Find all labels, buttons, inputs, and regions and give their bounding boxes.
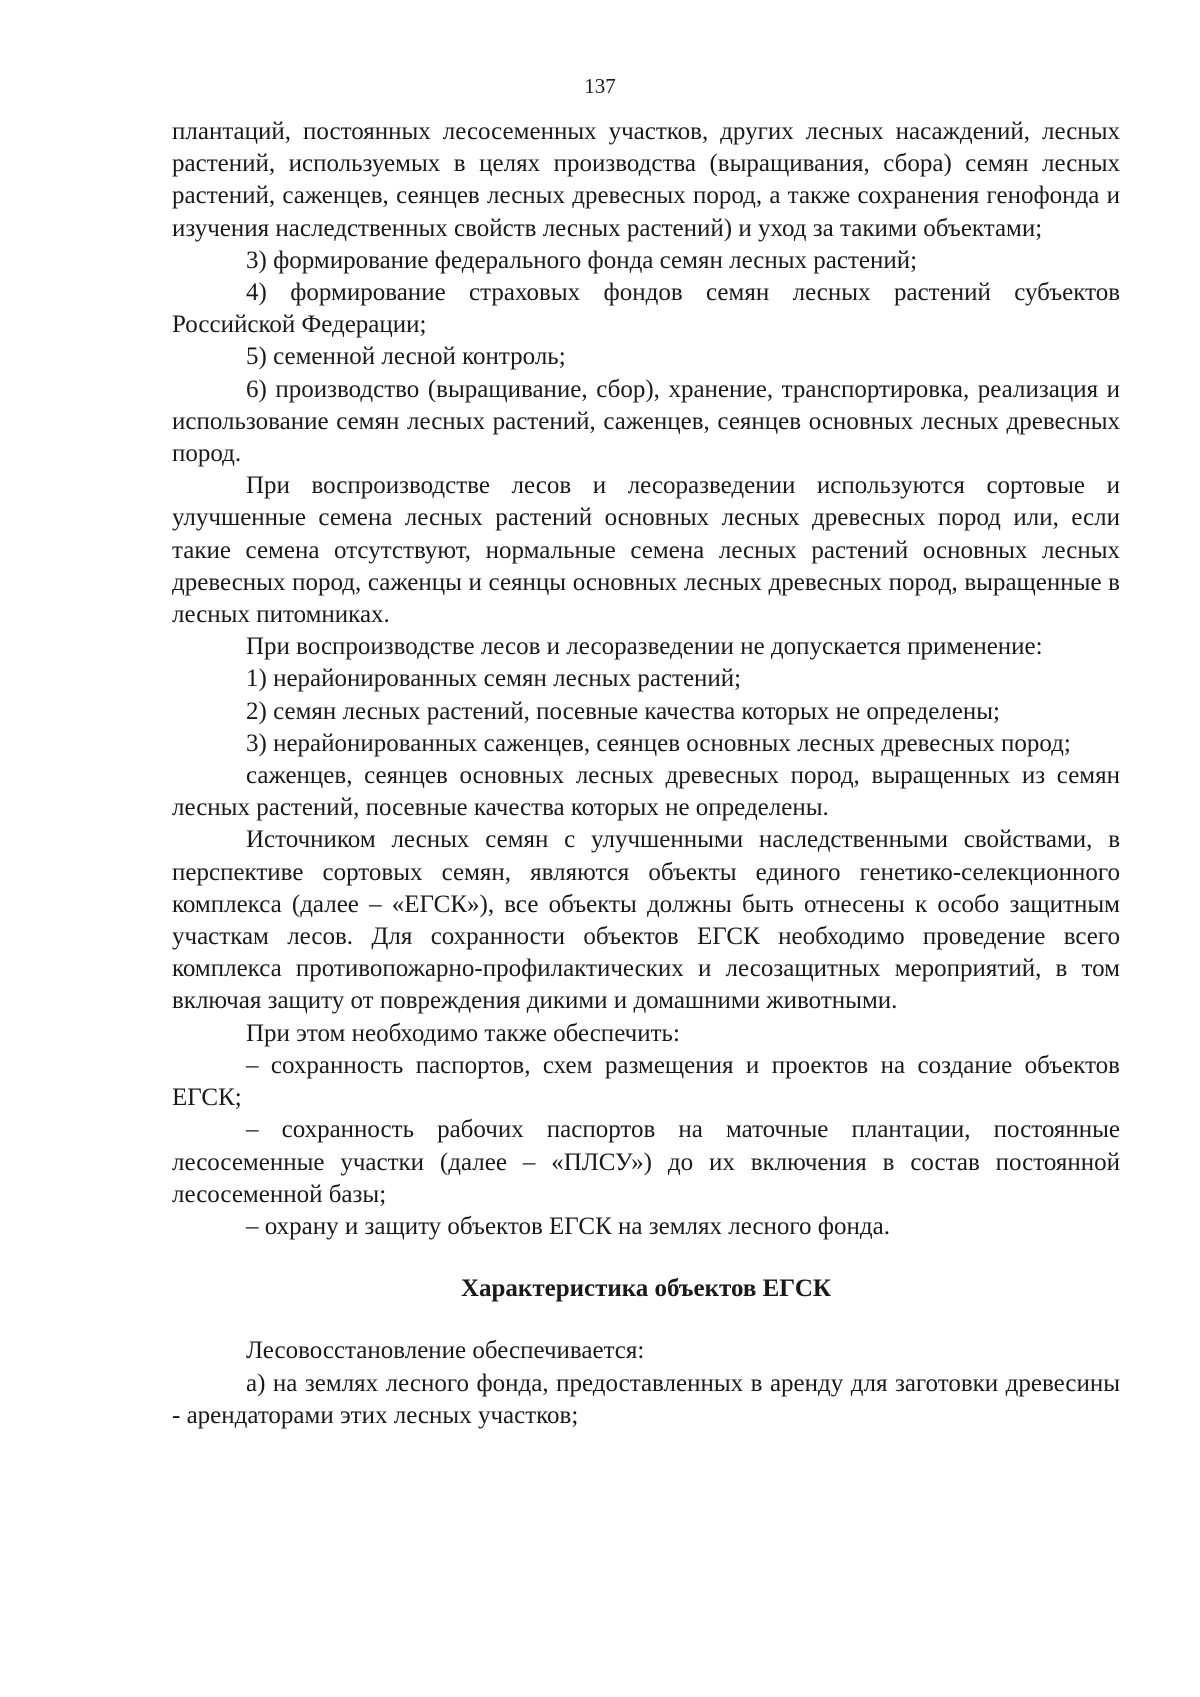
section-heading: Характеристика объектов ЕГСК [460,1275,832,1303]
paragraph: Источником лесных семян с улучшенными наследственными свойствами, в перспективе сортовых семян, являются объекты единого генетико-селекционного комплекса (далее – «ЕГСК»), все объекты должны быть отнесены к особо защитным участкам лесов. Для сохранности объектов ЕГСК необходимо проведение всего комплекса противопожарно-профилактических и лесозащитных мероприятий, в том включая защиту от повреждения дикими и домашними животными. [172,826,1120,1015]
document-body [172,116,1120,1432]
list-item: 3) нерайонированных саженцев, сеянцев основных лесных древесных пород; [246,729,1071,757]
list-item: 1) нерайонированных семян лесных растений; [246,665,742,693]
list-item: – охрану и защиту объектов ЕГСК на землях лесного фонда. [246,1212,890,1240]
paragraph: плантаций, постоянных лесосеменных участков, других лесных насаждений, лесных растений, используемых в целях производства (выращивания, сбора) семян лесных растений, саженцев, сеянцев лесных древесных пород, а также сохранения генофонда и изучения наследственных свойств лесных растений) и уход за такими объектами; [172,118,1120,242]
list-item: 4) формирование страховых фондов семян лесных растений субъектов Российской Федерации; [172,279,1120,339]
paragraph: При воспроизводстве лесов и лесоразведении не допускается применение: [246,633,1043,661]
list-item: а) на землях лесного фонда, предоставленных в аренду для заготовки древесины - арендаторами этих лесных участков; [172,1369,1120,1429]
page-number: 137 [584,74,616,98]
list-item: 2) семян лесных растений, посевные качества которых не определены; [246,697,1000,725]
paragraph: При воспроизводстве лесов и лесоразведении используются сортовые и улучшенные семена лесных растений основных лесных древесных пород или, если такие семена отсутствуют, нормальные семена лесных растений основных лесных древесных пород, саженцы и сеянцы основных лесных древесных пород, выращенные в лесных питомниках. [172,472,1120,629]
paragraph: саженцев, сеянцев основных лесных древесных пород, выращенных из семян лесных растений, посевные качества которых не определены. [172,762,1120,822]
paragraph: Лесовосстановление обеспечивается: [246,1337,645,1365]
list-item: 3) формирование федерального фонда семян лесных растений; [246,246,918,274]
list-item: – сохранность рабочих паспортов на маточные плантации, постоянные лесосеменные участки (далее – «ПЛСУ») до их включения в состав постоянной лесосеменной базы; [172,1116,1120,1208]
paragraph: При этом необходимо также обеспечить: [246,1019,680,1047]
list-item: 6) производство (выращивание, сбор), хранение, транспортировка, реализация и использование семян лесных растений, саженцев, сеянцев основных лесных древесных пород. [172,375,1120,468]
list-item: 5) семенной лесной контроль; [246,343,566,371]
list-item: – сохранность паспортов, схем размещения и проектов на создание объектов ЕГСК; [172,1051,1120,1112]
